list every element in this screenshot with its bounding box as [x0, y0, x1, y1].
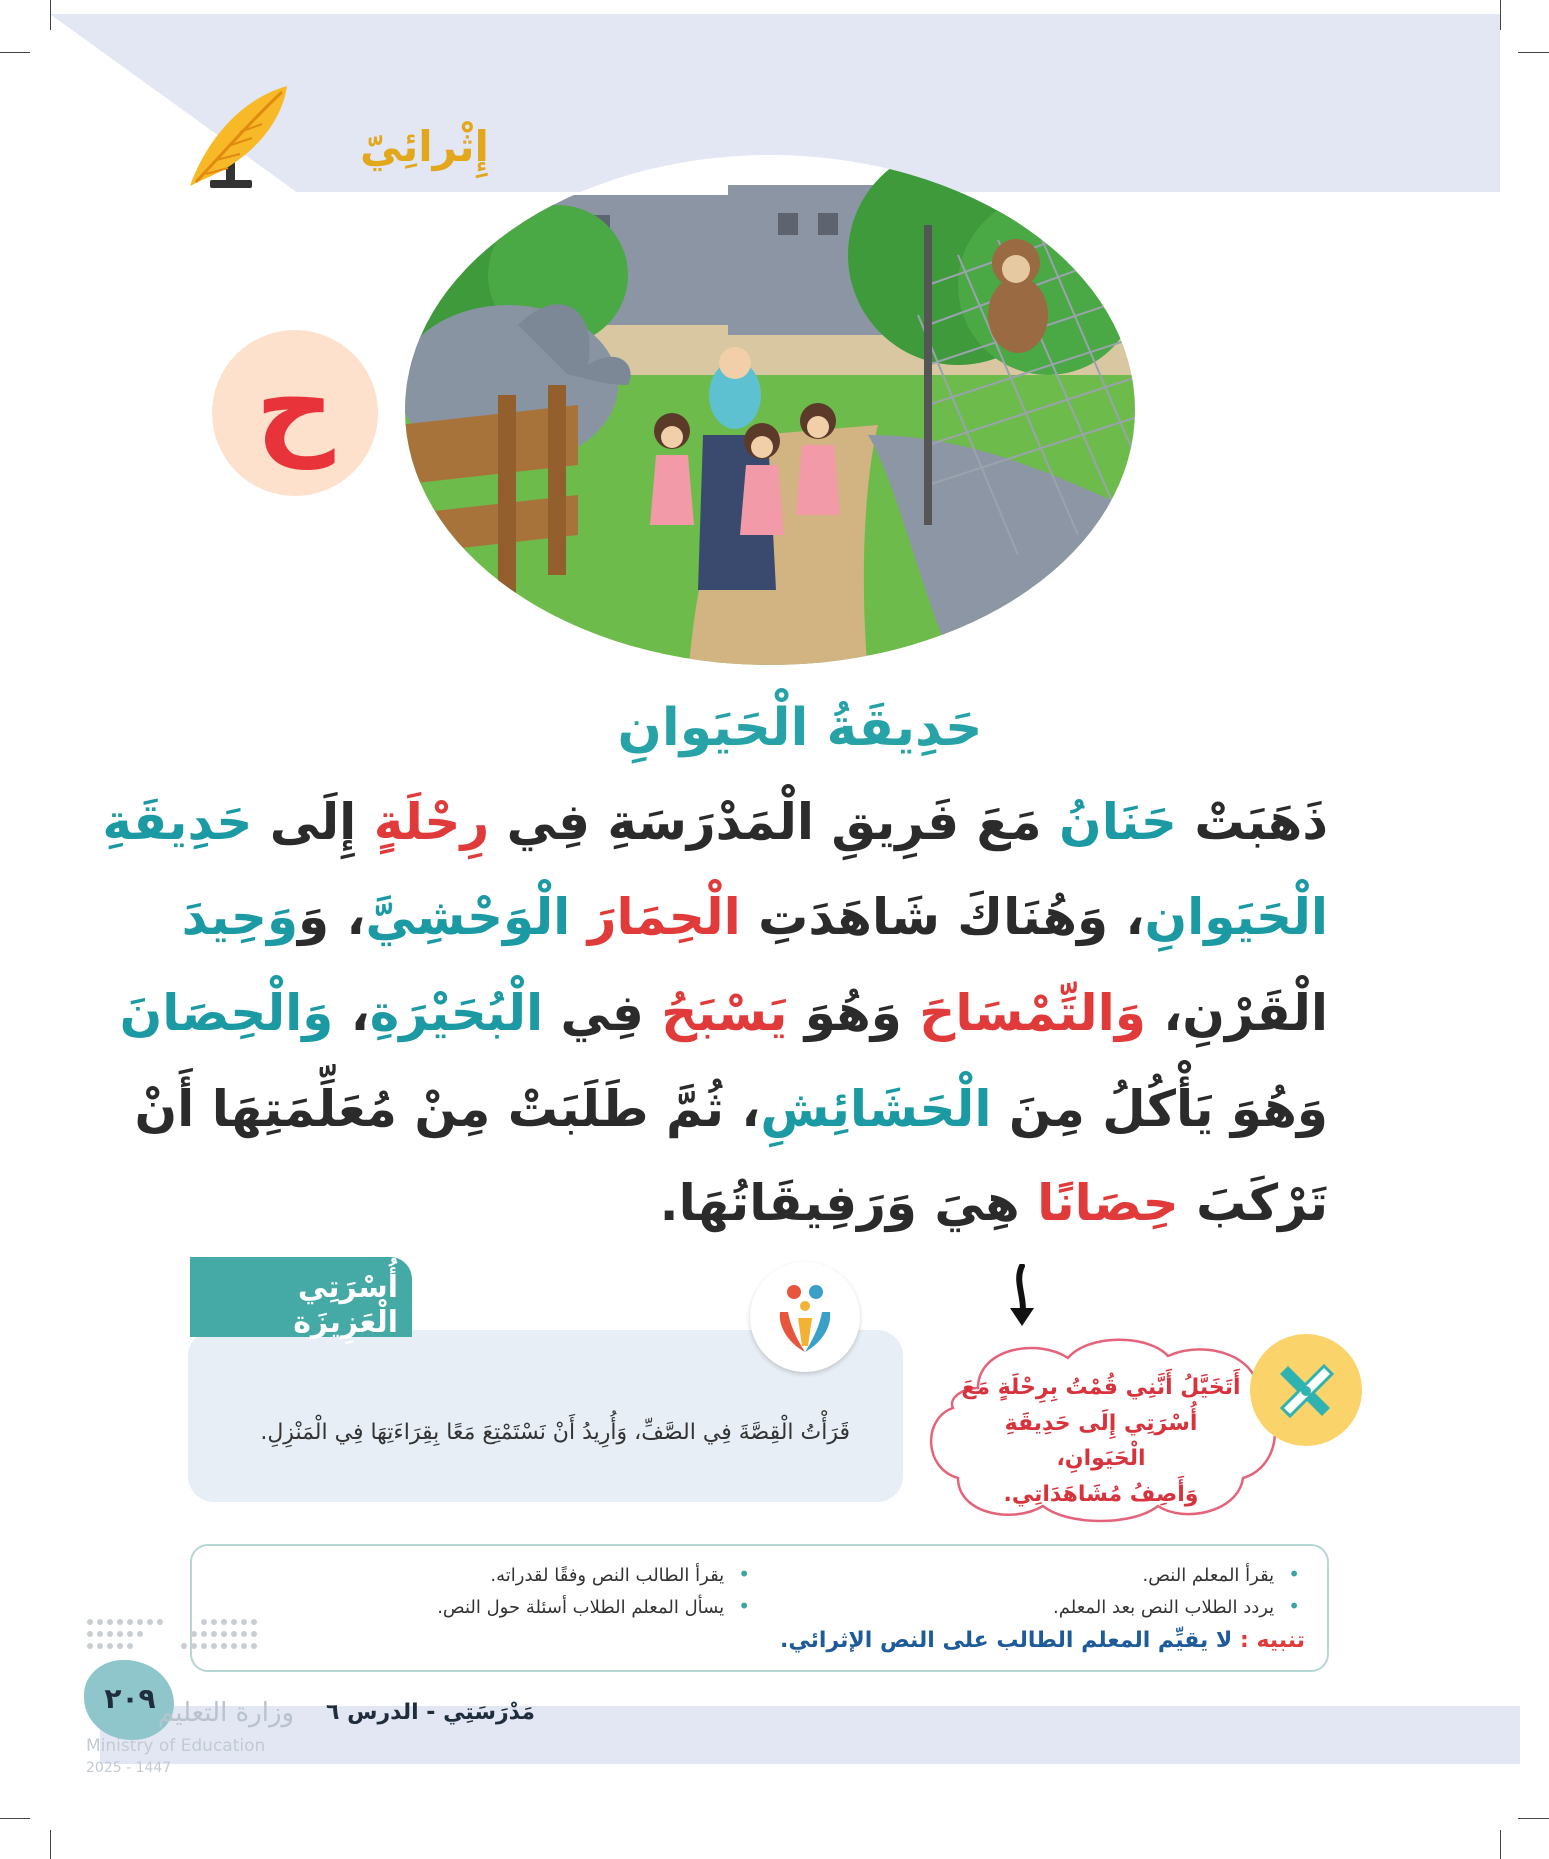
text-span: وَهُوَ يَأْكُلُ مِنَ	[991, 1080, 1328, 1138]
note-item: • يردد الطلاب النص بعد المعلم.	[980, 1594, 1300, 1618]
arrow-down-icon	[1004, 1264, 1040, 1330]
text-span	[570, 888, 587, 946]
think-icon	[1250, 1334, 1362, 1446]
warning-label: تنبيه :	[1239, 1628, 1305, 1653]
lesson-footer: مَدْرَسَتِي - الدرس ٦	[326, 1700, 535, 1725]
text-span: مَعَ فَرِيقِ الْمَدْرَسَةِ فِي	[489, 793, 1060, 851]
thought-line: وَأَصِفُ مُشَاهَدَاتِي.	[1003, 1481, 1199, 1507]
text-span: فِي	[543, 984, 662, 1042]
text-span: ذَهَبَتْ	[1176, 793, 1328, 851]
warning-text: لا يقيِّم المعلم الطالب على النص الإثرائي.	[780, 1628, 1233, 1653]
text-span: إِلَى	[252, 793, 374, 851]
story-line-2	[181, 888, 1328, 946]
crop-mark	[50, 1830, 51, 1859]
crop-mark	[1500, 1830, 1501, 1859]
text-span: تَرْكَبَ	[1178, 1174, 1328, 1232]
warning-note	[780, 1628, 1305, 1653]
letter-badge	[212, 330, 378, 496]
highlight-word: الْوَحْشِيَّ	[365, 888, 571, 946]
crop-mark	[50, 0, 51, 30]
story-line-4	[134, 1080, 1328, 1138]
thought-cloud-text	[960, 1370, 1242, 1513]
story-title: حَدِيقَةُ الْحَيَوانِ	[617, 698, 983, 758]
highlight-word: وَالْحِصَانَ	[119, 984, 334, 1042]
highlight-word: وَالتِّمْسَاحَ	[919, 984, 1146, 1042]
note-item: • يقرأ الطالب النص وفقًا لقدراته.	[430, 1562, 750, 1586]
note-item: • يسأل المعلم الطلاب أسئلة حول النص.	[400, 1594, 750, 1618]
letter-badge-letter: ح	[255, 341, 335, 469]
family-icon	[750, 1262, 860, 1372]
text-span: ،	[333, 984, 370, 1042]
highlight-word: يَسْبَحُ	[661, 984, 788, 1042]
highlight-word: حِصَانًا	[1037, 1174, 1179, 1232]
section-label: إِثْرائِيّ	[360, 122, 489, 171]
highlight-word: الْحَشَائِشِ	[760, 1080, 992, 1138]
text-span: هِيَ وَرَفِيقَاتُهَا.	[659, 1174, 1038, 1232]
crop-mark	[1518, 52, 1549, 53]
text-span: ، وَهُنَاكَ شَاهَدَتِ	[740, 888, 1145, 946]
crop-mark	[1500, 0, 1501, 30]
ministry-name-ar: وزارة التعليم	[158, 1698, 295, 1728]
family-note-text: قَرَأْتُ الْقِصَّةَ فِي الصَّفِّ، وَأُرِيدُ أَنْ نَسْتَمْتِعَ مَعًا بِقِرَاءَتِهَا فِي الْمَنْزِلِ.	[260, 1420, 850, 1445]
highlight-word: رِحْلَةٍ	[373, 793, 490, 851]
zoo-illustration	[398, 135, 1143, 675]
highlight-word: حَنَانُ	[1059, 793, 1177, 851]
thought-line: أَتَخَيَّلُ أَنَّنِي قُمْتُ بِرِحْلَةٍ مَعَ	[961, 1375, 1241, 1400]
page-number: ٢٠٩	[104, 1682, 156, 1715]
family-note-title: أُسْرَتِي الْعَزِيزَة	[293, 1270, 398, 1340]
story-line-5	[188, 1174, 1328, 1232]
highlight-word: حَدِيقَةِ	[102, 793, 253, 851]
text-span: الْقَرْنِ،	[1145, 984, 1328, 1042]
story-line-1	[102, 793, 1328, 851]
text-span: ، ثُمَّ طَلَبَتْ مِنْ مُعَلِّمَتِهَا أَنْ	[134, 1080, 761, 1138]
text-span: وَهُوَ	[787, 984, 920, 1042]
feather-quill-icon	[182, 82, 302, 194]
thought-line: أُسْرَتِي إِلَى حَدِيقَةِ الْحَيَوانِ،	[1004, 1410, 1198, 1472]
crop-mark	[1518, 1818, 1549, 1819]
ministry-logo-dots	[84, 1616, 274, 1666]
ministry-name-en: Ministry of Education	[86, 1736, 266, 1756]
note-item: • يقرأ المعلم النص.	[1000, 1562, 1300, 1586]
text-span: ، وَ	[298, 888, 366, 946]
highlight-word: وَحِيدَ	[181, 888, 299, 946]
ministry-year: 2025 - 1447	[86, 1760, 172, 1776]
footer-band	[100, 1706, 1520, 1764]
story-line-3	[119, 984, 1328, 1042]
highlight-word: الْحِمَارَ	[587, 888, 741, 946]
highlight-word: الْبُحَيْرَةِ	[369, 984, 544, 1042]
crop-mark	[0, 1818, 30, 1819]
crop-mark	[0, 52, 30, 53]
highlight-word: الْحَيَوانِ	[1144, 888, 1328, 946]
